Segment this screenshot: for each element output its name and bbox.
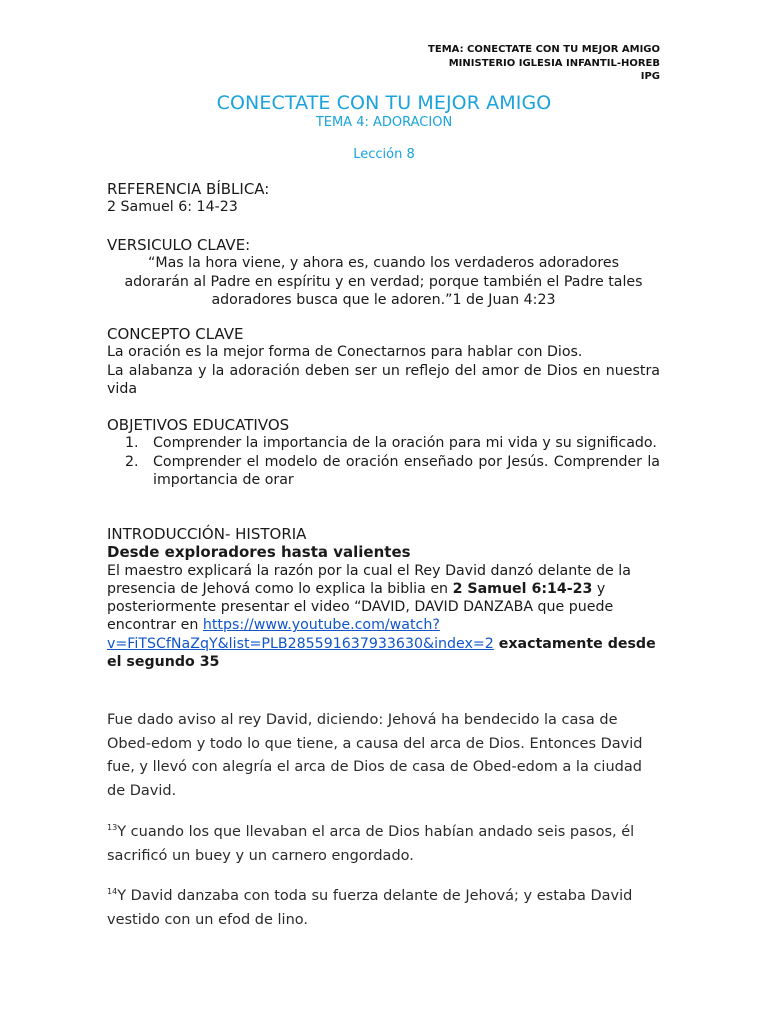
introduccion-tail: exactamente desde el segundo 35 [107, 635, 656, 671]
objetivos-list [107, 434, 660, 489]
verse-number: 14 [107, 887, 118, 897]
video-link-line: v=FiTSCfNaZqY&list=PLB285591637933630&index=2 [107, 635, 494, 652]
concepto-line: La oración es la mejor forma de Conectarnos para hablar con Dios. [107, 344, 583, 361]
list-item-text: Comprender el modelo de oración enseñado por Jesús. Comprender la importancia de orar [153, 453, 660, 488]
versiculo-heading: VERSICULO CLAVE: [107, 236, 251, 254]
introduccion-heading: INTRODUCCIÓN- HISTORIA [107, 525, 307, 543]
document-title: CONECTATE CON TU MEJOR AMIGO [216, 92, 552, 114]
verse-number: 13 [107, 823, 118, 833]
document-subtitle: TEMA 4: ADORACION [315, 115, 453, 130]
introduccion-text: El maestro explicará la razón por la cual el Rey David danzó delante de la presencia de Jehová como lo explica la biblia en [107, 562, 631, 597]
page-header [428, 43, 660, 84]
objetivos-heading: OBJETIVOS EDUCATIVOS [107, 416, 290, 434]
concepto-line: La alabanza y la adoración deben ser un reflejo del amor de Dios en nuestra vida [107, 362, 660, 397]
versiculo-line: “Mas la hora viene, y ahora es, cuando los verdaderos adoradores [148, 255, 619, 272]
list-item [107, 453, 660, 490]
verse-text: Y David danzaba con toda su fuerza delante de Jehová; y estaba David vestido con un efod de lino. [107, 888, 633, 928]
header-ministry: MINISTERIO IGLESIA INFANTIL-HOREB [448, 57, 660, 69]
bible-reference: 2 Samuel 6:14-23 [452, 580, 593, 597]
referencia-heading: REFERENCIA BÍBLICA: [107, 180, 270, 198]
header-church: IPG [640, 71, 660, 82]
versiculo-line: adorarán al Padre en espíritu y en verdad; porque también el Padre tales [124, 273, 643, 290]
versiculo-line: adoradores busca que le adoren.”1 de Juan 4:23 [211, 291, 556, 308]
introduccion-paragraph [107, 562, 660, 672]
introduccion-subheading: Desde exploradores hasta valientes [107, 543, 411, 562]
section-concepto [107, 325, 660, 398]
section-introduccion [107, 525, 660, 671]
referencia-text: 2 Samuel 6: 14-23 [107, 199, 238, 216]
list-item-number: 2. [125, 453, 139, 470]
scripture-paragraph [107, 821, 662, 868]
section-objetivos [107, 416, 660, 489]
introduccion-text: y posteriormente presentar el video “DAVID, DAVID DANZABA que puede encontrar en [107, 580, 614, 634]
section-versiculo [107, 236, 660, 309]
concepto-heading: CONCEPTO CLAVE [107, 325, 244, 343]
video-link-line: https://www.youtube.com/watch? [202, 617, 440, 634]
section-referencia [107, 180, 660, 217]
header-topic: TEMA: CONECTATE CON TU MEJOR AMIGO [428, 44, 660, 55]
lesson-number: Lección 8 [353, 147, 415, 162]
verse-text: Y cuando los que llevaban el arca de Dios habían andado seis pasos, él sacrificó un buey y un carnero engordado. [107, 824, 635, 864]
list-item-number: 1. [125, 435, 139, 452]
list-item-text: Comprender la importancia de la oración para mi vida y su significado. [153, 435, 657, 452]
scripture-paragraph [107, 885, 662, 932]
list-item [107, 434, 660, 452]
scripture-paragraph: Fue dado aviso al rey David, diciendo: Jehová ha bendecido la casa de Obed-edom y todo lo que tiene, a causa del arca de Dios. Entonces David fue, y llevó con alegría el arca de Dios de casa de Obed-edom a la ciudad de David. [107, 712, 643, 799]
